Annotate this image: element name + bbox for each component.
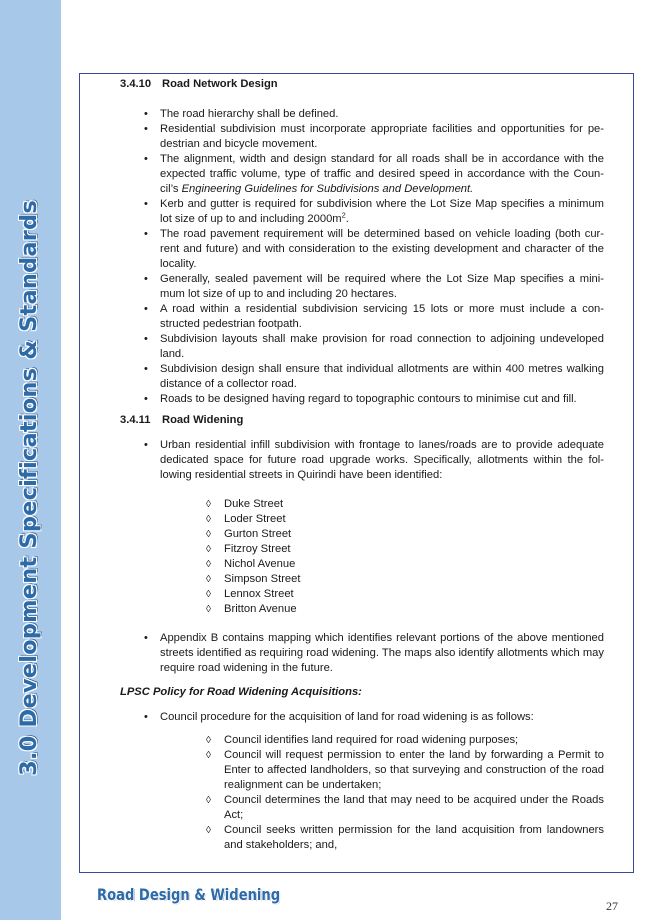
diamond-icon: ◊: [206, 499, 211, 510]
bullet-icon: •: [144, 273, 148, 285]
street-item: ◊ Gurton Street: [206, 528, 292, 540]
section-title: Road Network Design: [162, 78, 278, 90]
bullet-icon: •: [144, 228, 148, 240]
list-item: • Generally, sealed pavement will be required where the Lot Size Map specifies a mini-mum lot size of up to and including 20 hectares.: [144, 273, 604, 300]
bullet-icon: •: [144, 393, 148, 405]
diamond-icon: ◊: [206, 750, 211, 761]
street-item: ◊ Duke Street: [206, 498, 284, 510]
bullet-icon: •: [144, 363, 148, 375]
policy-heading: LPSC Policy for Road Widening Acquisitions:: [120, 686, 362, 698]
list-item: • Subdivision design shall ensure that individual allotments are within 400 metres walking distance of a collector road.: [144, 363, 604, 390]
diamond-icon: ◊: [206, 589, 211, 600]
street-item: ◊ Loder Street: [206, 513, 286, 525]
bullet-icon: •: [144, 632, 148, 644]
page-number: 27: [606, 899, 618, 913]
section-heading-road-widening: [120, 413, 604, 428]
bullet-icon: •: [144, 439, 148, 451]
section-number: 3.4.10: [120, 78, 152, 90]
diamond-icon: ◊: [206, 604, 211, 615]
sidebar-title: 3.0 Development Specifications & Standards: [16, 200, 42, 776]
diamond-icon: ◊: [206, 529, 211, 540]
street-item: ◊ Nichol Avenue: [206, 558, 296, 570]
diamond-icon: ◊: [206, 559, 211, 570]
policy-step: ◊ Council will request permission to enter the land by forwarding a Permit to Enter to affected landholders, so that surveying and construction of the road realignment can be undertaken;: [206, 749, 604, 791]
list-item: • Council procedure for the acquisition of land for road widening is as follows:: [144, 711, 534, 723]
policy-step: ◊ Council seeks written permission for the land acquisition from landowners and stakeholders; and,: [206, 824, 604, 851]
street-list: [120, 497, 604, 617]
diamond-icon: ◊: [206, 544, 211, 555]
list-item: • A road within a residential subdivision servicing 15 lots or more must include a con-structed pedestrian footpath.: [144, 303, 604, 330]
diamond-icon: ◊: [206, 735, 211, 746]
list-item: • The road pavement requirement will be determined based on vehicle loading (both cur-rent and future) and with consideration to the existing development and character of the locality.: [144, 228, 604, 270]
appendix-bullets: [120, 631, 604, 676]
bullet-icon: •: [144, 303, 148, 315]
footer-title: Road Design & Widening: [97, 885, 281, 904]
list-item: • Roads to be designed having regard to topographic contours to minimise cut and fill.: [144, 393, 577, 405]
bullet-icon: •: [144, 108, 148, 120]
road-network-bullets: [120, 107, 604, 407]
policy-bullets: [120, 710, 604, 725]
section-number: 3.4.11: [120, 414, 151, 426]
diamond-icon: ◊: [206, 825, 211, 836]
diamond-icon: ◊: [206, 795, 211, 806]
street-item: ◊ Lennox Street: [206, 588, 294, 600]
section-title: Road Widening: [162, 414, 244, 426]
road-widening-bullets: [120, 438, 604, 483]
diamond-icon: ◊: [206, 514, 211, 525]
section-heading-road-network-design: [120, 77, 604, 92]
list-item: • Urban residential infill subdivision with frontage to lanes/roads are to provide adequate dedicated space for future road upgrade works. Specifically, allotments within the fol-lowing residential streets in Quirindi have been identified:: [144, 439, 604, 481]
policy-steps: [120, 733, 604, 853]
street-item: ◊ Fitzroy Street: [206, 543, 291, 555]
bullet-icon: •: [144, 123, 148, 135]
list-item: • The road hierarchy shall be defined.: [144, 108, 339, 120]
bullet-icon: •: [144, 198, 148, 210]
policy-step: ◊ Council determines the land that may need to be acquired under the Roads Act;: [206, 794, 604, 821]
list-item: • Subdivision layouts shall make provision for road connection to adjoining undeveloped land.: [144, 333, 604, 360]
bullet-icon: •: [144, 711, 148, 723]
policy-step: ◊ Council identifies land required for road widening purposes;: [206, 734, 519, 746]
list-item: • Appendix B contains mapping which identifies relevant portions of the above mentioned streets identified as requiring road widening. The maps also identify allotments which may require road widening in the future.: [144, 632, 604, 674]
street-item: ◊ Simpson Street: [206, 573, 301, 585]
bullet-icon: •: [144, 333, 148, 345]
guidelines-reference: Engineering Guidelines for Subdivisions and Development.: [181, 183, 474, 195]
list-item: • Kerb and gutter is required for subdivision where the Lot Size Map specifies a minimum lot size of up to and including $2000m^2$.: [144, 198, 604, 225]
list-item: • The alignment, width and design standard for all roads shall be in accordance with the expected traffic volume, type of traffic and desired speed in accordance with the Coun-cil’s Engineering Guidelines for Subdivisions and Development.: [144, 153, 604, 195]
diamond-icon: ◊: [206, 574, 211, 585]
bullet-icon: •: [144, 153, 148, 165]
superscript: 2: [341, 210, 346, 220]
content: [120, 77, 604, 853]
list-item: • Residential subdivision must incorporate appropriate facilities and opportunities for pe-destrian and bicycle movement.: [144, 123, 604, 150]
sidebar: [0, 0, 61, 920]
street-item: ◊ Britton Avenue: [206, 603, 297, 615]
